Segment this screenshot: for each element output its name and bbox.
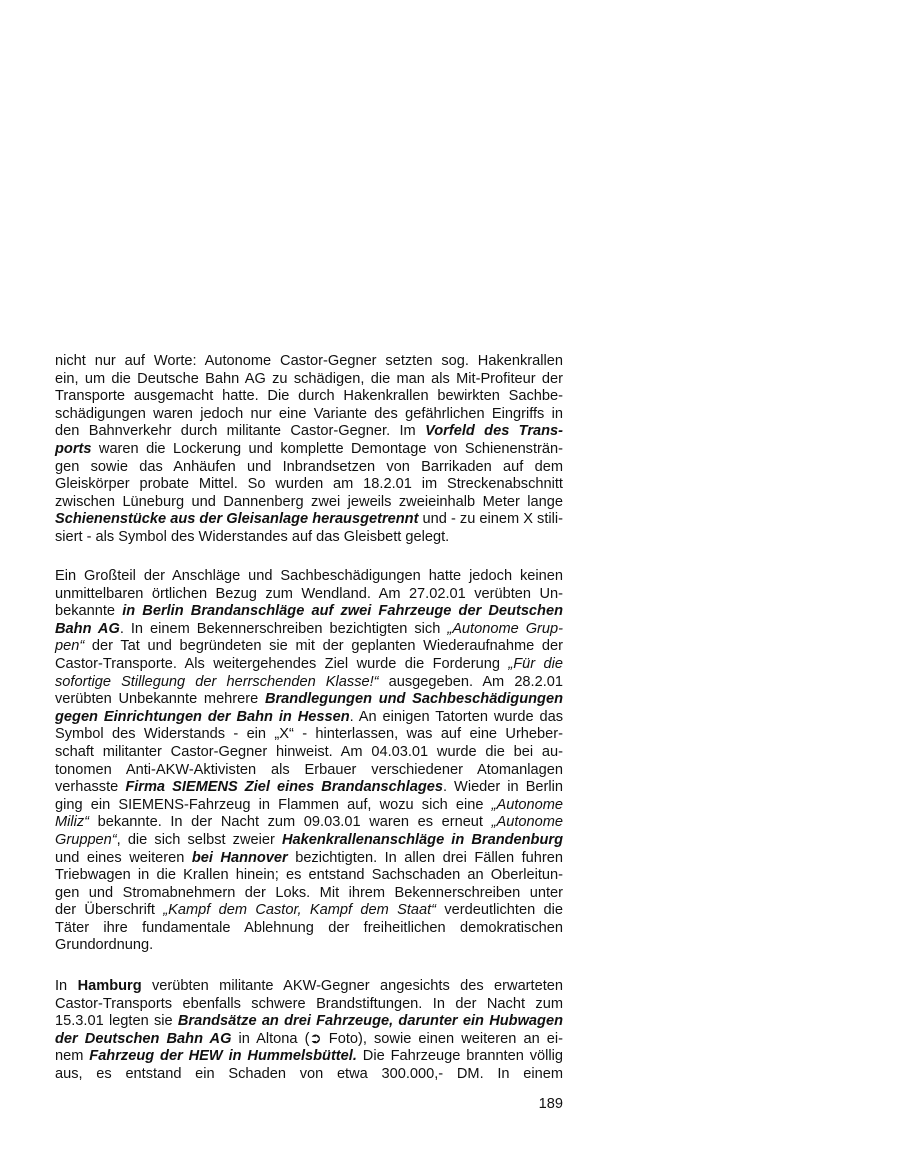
text-run: Castor-Transports ebenfalls schwere Brandstiftungen. In der Nacht zum: [55, 995, 563, 1012]
text-line: [55, 511, 563, 529]
text-line: [55, 371, 563, 389]
text-run: unmittelbaren örtlichen Bezug zum Wendland. Am 27.02.01 verübten Un-: [55, 585, 563, 602]
text-run: nem: [55, 1048, 90, 1065]
text-line: [55, 1066, 563, 1084]
text-line: [55, 867, 563, 885]
text-line: [55, 638, 563, 656]
paragraph-castor-hakenkrallen: [55, 353, 563, 547]
bold-italic-text-run: der Deutschen Bahn AG: [55, 1030, 232, 1047]
text-run: schaft militanter Castor-Gegner hinweist. Am 04.03.01 wurde die bei au-: [55, 743, 563, 760]
text-line: [55, 423, 563, 441]
text-line: [55, 996, 563, 1014]
text-run: ein, um die Deutsche Bahn AG zu schädigen, die man als Mit-Profiteur der: [55, 370, 563, 387]
text-line: [55, 832, 563, 850]
page-number: 189: [538, 1096, 563, 1112]
text-run: bezichtigten. In allen drei Fällen fuhren: [287, 849, 563, 866]
text-run: bekannte. In der Nacht zum 09.03.01 waren es erneut: [89, 814, 492, 831]
text-run: . Wieder in Berlin: [442, 779, 564, 796]
text-run: Grundordnung.: [55, 937, 154, 954]
text-run: verdeutlichten die: [436, 902, 563, 919]
bold-italic-text-run: Vorfeld des Trans-: [425, 423, 564, 440]
text-run: Transporte ausgemacht hatte. Die durch Hakenkrallen bewirkten Sachbe-: [55, 388, 563, 405]
text-run: tonomen Anti-AKW-Aktivisten als Erbauer verschiedener Atomanlagen: [55, 761, 563, 778]
text-line: [55, 744, 563, 762]
text-run: Ein Großteil der Anschläge und Sachbeschädigungen hatte jedoch keinen: [55, 568, 563, 584]
text-line: [55, 937, 563, 955]
text-line: [55, 726, 563, 744]
text-line: [55, 885, 563, 903]
text-run: und eines weiteren: [55, 849, 192, 866]
text-run: der Überschrift: [55, 902, 164, 919]
bold-italic-text-run: bei Hannover: [191, 849, 288, 866]
text-run: den Bahnverkehr durch militante Castor-Gegner. Im: [55, 423, 426, 440]
text-run: In: [55, 978, 78, 994]
text-line: [55, 621, 563, 639]
text-line: [55, 902, 563, 920]
text-line: [55, 586, 563, 604]
text-run: , die sich selbst zweier: [116, 831, 282, 848]
italic-text-run: „Kampf dem Castor, Kampf dem Staat“: [163, 902, 437, 919]
text-run: . An einigen Tatorten wurde das: [349, 708, 563, 725]
text-run: verhasste: [55, 779, 126, 796]
text-line: [55, 920, 563, 938]
text-line: [55, 674, 563, 692]
text-run: Die Fahrzeuge brannten völlig: [356, 1048, 563, 1065]
text-line: [55, 441, 563, 459]
text-run: schädigungen waren jedoch nur eine Variante des gefährlichen Eingriffs in: [55, 405, 563, 422]
text-run: siert - als Symbol des Widerstandes auf das Gleisbett gelegt.: [55, 528, 450, 545]
text-line: [55, 459, 563, 477]
text-line: [55, 1048, 563, 1066]
text-line: [55, 1013, 563, 1031]
text-line: [55, 762, 563, 780]
text-run: Triebwagen in die Krallen hinein; es entstand Sachschaden an Oberleitun-: [55, 867, 563, 884]
text-run: und - zu einem X stili-: [418, 511, 563, 528]
text-run: verübten Unbekannte mehrere: [55, 691, 265, 708]
paragraph-anschlaege-berlin-hessen: [55, 568, 563, 955]
text-line: [55, 476, 563, 494]
text-run: ausgegeben. Am 28.2.01: [378, 673, 564, 690]
italic-text-run: Gruppen“: [55, 831, 117, 848]
text-run: nicht nur auf Worte: Autonome Castor-Gegner setzten sog. Hakenkrallen: [55, 353, 563, 369]
bold-italic-text-run: Firma SIEMENS Ziel eines Brandanschlages: [125, 779, 443, 796]
italic-text-run: „Autonome Grup-: [447, 620, 564, 637]
text-run: der Tat und begründeten sie mit der geplanten Wiederaufnahme der: [84, 638, 563, 655]
paragraph-hamburg-brandstiftungen: [55, 978, 563, 1084]
text-line: [55, 494, 563, 512]
text-run: in Altona (➲ Foto), sowie einen weiteren an ei-: [231, 1030, 563, 1047]
bold-italic-text-run: Bahn AG: [55, 620, 120, 637]
text-run: verübten militante AKW-Gegner angesichts des erwarteten: [141, 978, 564, 994]
text-run: waren die Lockerung und komplette Demontage von Schienensträn-: [91, 440, 563, 457]
italic-text-run: pen“: [55, 638, 85, 655]
text-run: zwischen Lüneburg und Dannenberg zwei jeweils zweieinhalb Meter lange: [55, 493, 563, 510]
text-line: [55, 656, 563, 674]
italic-text-run: „Für die: [508, 655, 563, 672]
bold-italic-text-run: Brandsätze an drei Fahrzeuge, darunter ein Hubwagen: [177, 1013, 563, 1030]
text-run: aus, es entstand ein Schaden von etwa 300.000,- DM. In einem: [55, 1065, 563, 1082]
text-line: [55, 353, 563, 371]
text-line: [55, 779, 563, 797]
text-run: Gleiskörper probate Mittel. So wurden am 18.2.01 im Streckenabschnitt: [55, 476, 563, 493]
text-run: Täter ihre fundamentale Ablehnung der freiheitlichen demokratischen: [55, 919, 563, 936]
text-line: [55, 691, 563, 709]
bold-italic-text-run: Schienenstücke aus der Gleisanlage herausgetrennt: [55, 511, 419, 528]
italic-text-run: Miliz“: [55, 814, 90, 831]
text-line: [55, 406, 563, 424]
italic-text-run: „Autonome: [491, 796, 563, 813]
italic-text-run: sofortige Stillegung der herrschenden Klasse!“: [55, 673, 379, 690]
bold-italic-text-run: Hakenkrallenanschläge in Brandenburg: [281, 831, 563, 848]
text-run: gen sowie das Anhäufen und Inbrandsetzen von Barrikaden auf dem: [55, 458, 563, 475]
text-line: [55, 709, 563, 727]
text-run: ging ein SIEMENS-Fahrzeug in Flammen auf, wozu sich eine: [55, 796, 492, 813]
bold-italic-text-run: ports: [55, 440, 92, 457]
text-line: [55, 388, 563, 406]
bold-italic-text-run: Fahrzeug der HEW in Hummelsbüttel.: [89, 1048, 357, 1065]
text-run: 15.3.01 legten sie: [55, 1013, 178, 1030]
text-line: [55, 603, 563, 621]
text-run: Castor-Transporte. Als weitergehendes Ziel wurde die Forderung: [55, 655, 509, 672]
bold-italic-text-run: in Berlin Brandanschläge auf zwei Fahrzeuge der Deutschen: [122, 603, 563, 620]
text-run: . In einem Bekennerschreiben bezichtigten sich: [119, 620, 448, 637]
text-line: [55, 814, 563, 832]
bold-italic-text-run: Brandlegungen und Sachbeschädigungen: [264, 691, 563, 708]
bold-italic-text-run: gegen Einrichtungen der Bahn in Hessen: [55, 708, 350, 725]
italic-text-run: „Autonome: [491, 814, 563, 831]
text-run: gen und Stromabnehmern der Loks. Mit ihrem Bekennerschreiben unter: [55, 884, 563, 901]
text-line: [55, 978, 563, 996]
text-line: [55, 568, 563, 586]
text-run: Symbol des Widerstands - ein „X“ - hinterlassen, was auf eine Urheber-: [55, 726, 563, 743]
text-line: [55, 529, 563, 547]
text-line: [55, 1031, 563, 1049]
bold-text-run: Hamburg: [77, 978, 142, 994]
text-line: [55, 797, 563, 815]
text-line: [55, 850, 563, 868]
text-run: bekannte: [55, 603, 123, 620]
